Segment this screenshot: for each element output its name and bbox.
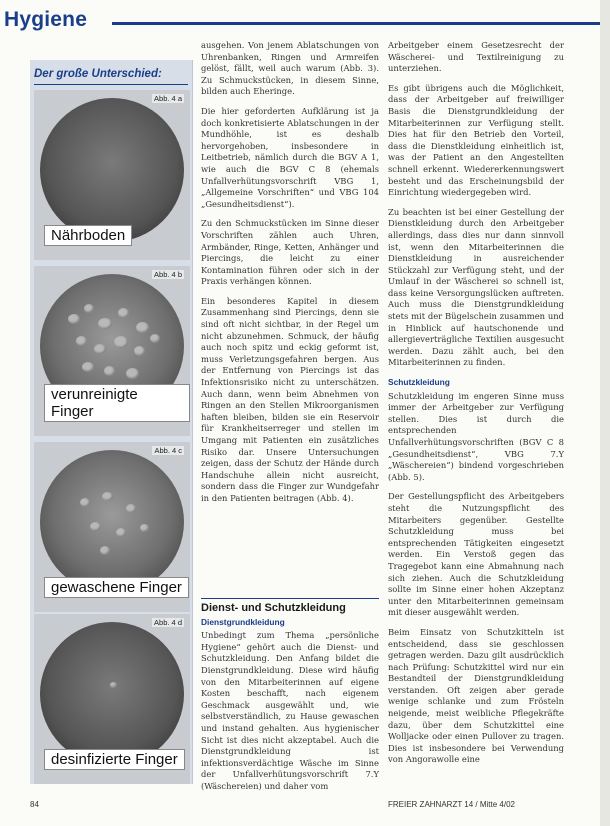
paragraph: Arbeitgeber einem Gesetzesrecht der Wäscherei- und Textilreinigung zu unterziehen. [388,40,564,74]
publication-footer: FREIER ZAHNARZT 14 / Mitte 4/02 [388,800,515,809]
page-edge [600,0,610,826]
figure-petri-dish-disinfected [34,614,190,784]
paragraph: Beim Einsatz von Schutzkitteln ist entscheidend, dass sie geschlossen getragen werden. Dazu gilt ausdrücklich nach Prüfung: Schutzkittel wird nur ein Bestandteil der Dienstgrundkleidung verstanden. Oft zeigen aber gerade wenige schlanke und zum Frösteln neigende, meist weibliche Pflegekräfte dazu, über dem Schutzkittel eine Wolljacke oder einen Pullover zu tragen. Dies ist insbesondere bei Verwendung von Angorawolle eine [388,626,564,765]
text-column-1-lower [201,598,379,801]
page-header [0,8,610,34]
text-column-1 [201,40,379,513]
figure-caption: desinfizierte Finger [44,749,185,770]
figure-sidebar [30,60,193,784]
sidebar-title: Der große Unterschied: [34,68,162,80]
figure-petri-dish-washed [34,442,190,612]
section-heading: Dienst- und Schutzkleidung [201,602,346,614]
petri-dish-image [40,98,184,242]
sidebar-rule [34,84,188,85]
paragraph: Unbedingt zum Thema „persönliche Hygiene“ gehört auch die Dienst- und Schutzkleidung. Den Anfang bildet die Dienstgrundkleidung. Diese wird häufig von den Mitarbeiterinnen auf eigene Kosten beschafft, nach eigenem Geschmack ausgewählt und, wie selbstverständlich, zu Hause gewaschen und instand gehalten. Aus hygienischer Sicht ist dies nicht akzeptabel. Auch die Dienstgrundkleidung ist infektionsverdächtige Wäsche im Sinne der Unfallverhütungsvorschrift 7.Y (Wäschereien) und daher vom [201,630,379,791]
figure-number: Abb. 4 b [154,270,182,279]
petri-dish-image [40,622,184,766]
paragraph: Die hier geforderten Aufklärung ist ja doch konkretisierte Ablatschungen in der Mundhöhle, ist es deshalb hervorgehoben, insbesondere in Leitbetrieb, nämlich durch die BGV A 1, wie auch die BGV C 8 (ehemals Unfallverhütungsvorschrift VBG 1, „Allgemeine Vorschriften“ und VBG 104 „Gesundheitsdienst“). [201,105,379,209]
subsection-heading: Schutzkleidung [388,377,450,388]
figure-caption: verunreinigte Finger [44,384,190,422]
figure-petri-dish-nutrient [34,90,190,260]
section-rule [201,598,379,599]
header-rule [112,22,604,25]
paragraph: Es gibt übrigens auch die Möglichkeit, dass der Arbeitgeber auf freiwilliger Basis die Dienstgrundkleidung der Mitarbeiterinnen zur Verfügung stellt. Dies hat für den Betrieb den Vorteil, dass die Dienstkleidung einheitlich ist, was der Patient an den Angestellten schnell erkennt. Wiedererkennungswert besteht und das Erscheinungsbild der Einrichtung wiedergegeben wird. [388,82,564,198]
figure-number: Abb. 4 c [154,446,182,455]
section-title: Hygiene [4,8,88,31]
figure-number: Abb. 4 a [154,94,182,103]
paragraph: Zu den Schmuckstücken im Sinne dieser Vorschriften zählen auch Uhren, Armbänder, Ringe, Ketten, Anhänger und Piercings, die leicht zu einer Kontamination führen oder sich in der Praxis verhängen können. [201,218,379,287]
figure-caption: gewaschene Finger [44,577,189,598]
paragraph: Der Gestellungspflicht des Arbeitgebers steht die Nutzungspflicht des Mitarbeiters gegenüber. Gestellte Schutzkleidung muss bei entsprechenden Tätigkeiten eingesetzt werden. Ein Verstoß gegen das Tragegebot kann eine Abmahnung nach sich ziehen. Auch die Schutzkleidung sollte im Sinne einer hohen Akzeptanz unter den Mitarbeiterinnen gemeinsam mit dieser ausgewählt werden. [388,491,564,618]
subsection-heading: Dienstgrundkleidung [201,616,285,627]
text-column-2 [388,40,564,774]
page-number: 84 [30,800,39,809]
figure-petri-dish-contaminated [34,266,190,436]
figure-caption: Nährboden [44,225,132,246]
paragraph: Zu beachten ist bei einer Gestellung der Dienstkleidung durch den Arbeitgeber allerdings, dass dies nur dann sinnvoll ist, wenn den Mitarbeiterinnen die Dienstkleidung in ausreichender Stückzahl zur Verfügung steht, und der Umlauf in der Wäscherei so schnell ist, dass keine Versorgungslücken auftreten. Auch muss die Dienstgrundkleidung stets mit der Bügelschein zusammen und in Hinblick auf hautschonende und allergieverträgliche Textilien ausgesucht werden. Dazu zählt auch, bei den Mitarbeiterinnen zu finden. [388,206,564,368]
figure-number: Abb. 4 d [154,618,182,627]
paragraph: Ein besonderes Kapitel in diesem Zusammenhang sind Piercings, denn sie sind oft nicht sichtbar, in der Regel um nicht abzunehmen. Schmuck, der häufig auch noch spitz und eckig geformt ist, muss Verletzungsgefahren bergen. Aus der Entfernung von Piercings ist das Infektionsrisiko nicht zu unterschätzen. Auch dann, wenn beim Abnehmen von Ringen an den Stellen Mikroorganismen haften bleiben, bilden sie ein Reservoir für Krankheitserreger und stellen im Umgang mit Patienten ein zusätzliches Risiko dar. Unsere Untersuchungen zeigen, dass der Schutz der Hände durch Handschuhe allein nicht ausreicht, sondern dass die Finger zur Wundgefahr in den Patienten beitragen (Abb. 4). [201,295,379,503]
petri-dish-image [40,450,184,594]
paragraph: Schutzkleidung im engeren Sinne muss immer der Arbeitgeber zur Verfügung stellen. Dies ist durch die entsprechenden Unfallverhütungsvorschriften (BGV C 8 „Gesundheitsdienst“, VBG 7.Y „Wäschereien“) bindend vorgeschrieben (Abb. 5). [388,390,564,482]
paragraph: ausgehen. Von jenem Ablatschungen von Uhrenbanken, Ringen und Armreifen gelöst, fällt, weil auch warum (Abb. 3). Zu Schmuckstücken, in diesem Sinne, bilden auch Eheringe. [201,40,379,97]
